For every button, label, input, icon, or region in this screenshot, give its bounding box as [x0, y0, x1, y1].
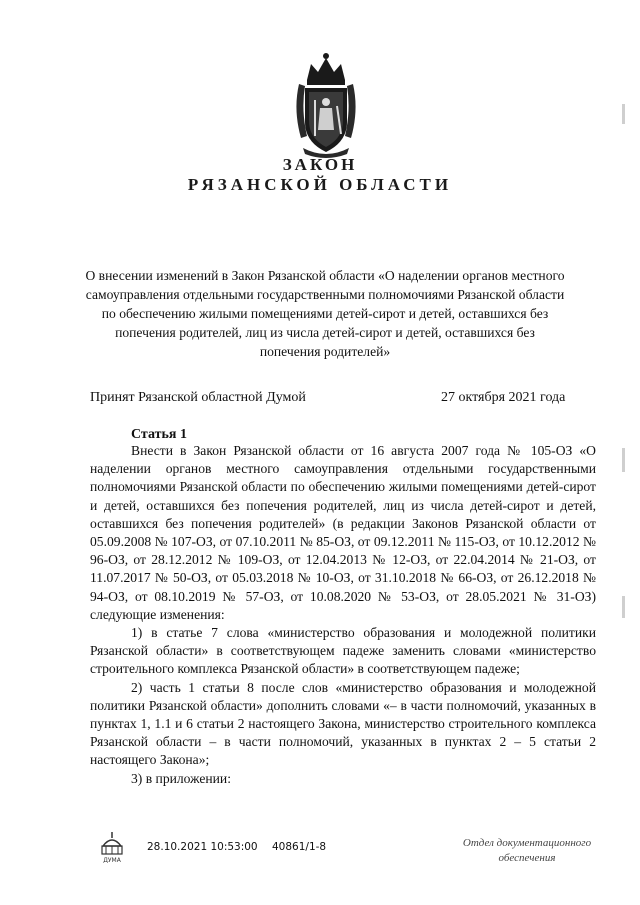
article-title: Статья 1 [131, 427, 187, 442]
law-subject: О внесении изменений в Закон Рязанской области «О наделении органов местного самоуправления отдельными государственными полномочиями Рязанской области по обеспечению жилыми помещениями детей-сирот и детей, оставшихся без попечения родителей, лиц из числа детей-сирот и детей, оставшихся без попечения родителей» [85, 268, 565, 359]
coat-of-arms-icon [293, 50, 359, 160]
article-item-1: 1) в статье 7 слова «министерство образования и молодежной политики Рязанской области» в соответствующем падеже заменить словами «министерство строительного комплекса Рязанской области» в соответствующем падеже; [90, 625, 596, 677]
scan-margin-mark [622, 104, 625, 124]
adopted-date: 27 октября 2021 года [441, 390, 566, 405]
adopted-by: Принят Рязанской областной Думой [90, 390, 306, 405]
duma-logo-caption: ДУМА [103, 857, 121, 864]
scan-margin-mark [622, 596, 625, 618]
department-stamp [446, 836, 608, 866]
registration-number: 40861/1-8 [272, 841, 327, 853]
registration-timestamp: 28.10.2021 10:53:00 [147, 841, 258, 853]
article-item-2: 2) часть 1 статьи 8 после слов «министерство образования и молодежной политики Рязанской области» дополнить словами «– в части полномочий, указанных в пунктах 1, 1.1 и 6 статьи 2 настоящего Закона, министерство строительного комплекса Рязанской области – в части полномочий, указанных в пунктах 2 – 5 статьи 2 настоящего Закона»; [90, 679, 596, 768]
duma-logo-icon [97, 830, 127, 864]
law-region-title: РЯЗАНСКОЙ ОБЛАСТИ [187, 175, 453, 194]
stamp-line-2: обеспечения [498, 852, 556, 864]
stamp-line-1: Отдел документационного [462, 837, 592, 849]
article-item-3: 3) в приложении: [131, 770, 231, 786]
article-intro-paragraph: Внести в Закон Рязанской области от 16 августа 2007 года № 105-ОЗ «О наделении органов местного самоуправления отдельными государственными полномочиями Рязанской области по обеспечению жилыми помещениями детей-сирот и детей, оставшихся без попечения родителей, лиц из числа детей-сирот и детей, оставшихся без попечения родителей» (в редакции Законов Рязанской области от 05.09.2008 № 107-ОЗ, от 07.10.2011 № 85-ОЗ, от 09.12.2011 № 115-ОЗ, от 10.12.2012 № 96-ОЗ, от 28.12.2012 № 109-ОЗ, от 12.04.2013 № 12-ОЗ, от 22.04.2014 № 21-ОЗ, от 11.07.2017 № 50-ОЗ, от 05.03.2018 № 10-ОЗ, от 31.10.2018 № 66-ОЗ, от 26.12.2018 № 94-ОЗ, от 08.10.2019 № 57-ОЗ, от 10.08.2020 № 53-ОЗ, от 28.05.2021 № 31-ОЗ) следующие изменения: [90, 443, 596, 622]
scan-margin-mark [622, 448, 625, 472]
article-body [90, 442, 596, 788]
law-title: ЗАКОН [282, 155, 358, 174]
